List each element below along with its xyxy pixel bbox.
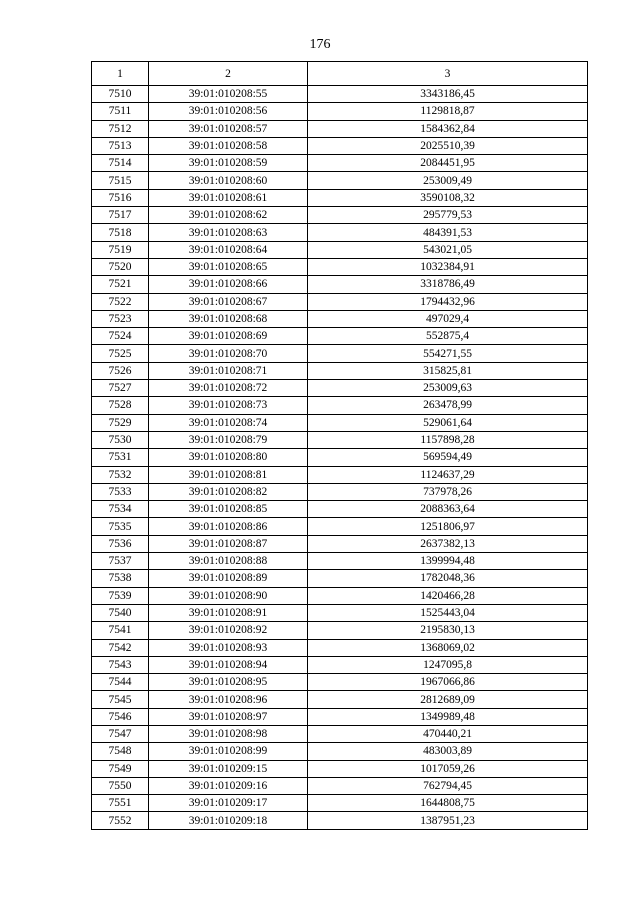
- cadastral-number-cell: 39:01:010208:80: [149, 449, 308, 466]
- row-number-cell: 7520: [92, 258, 149, 275]
- row-number-cell: 7551: [92, 795, 149, 812]
- row-number-cell: 7533: [92, 483, 149, 500]
- table-row: [92, 224, 588, 241]
- value-cell: 1129818,87: [308, 103, 588, 120]
- table-row: [92, 155, 588, 172]
- row-number-cell: 7527: [92, 380, 149, 397]
- row-number-cell: 7519: [92, 241, 149, 258]
- cadastral-number-cell: 39:01:010209:18: [149, 812, 308, 829]
- row-number-cell: 7535: [92, 518, 149, 535]
- table-header-row: [92, 62, 588, 86]
- table-row: [92, 362, 588, 379]
- row-number-cell: 7537: [92, 553, 149, 570]
- row-number-cell: 7529: [92, 414, 149, 431]
- table-row: [92, 483, 588, 500]
- value-cell: 3318786,49: [308, 276, 588, 293]
- table-row: [92, 743, 588, 760]
- table-row: [92, 674, 588, 691]
- row-number-cell: 7514: [92, 155, 149, 172]
- table-row: [92, 137, 588, 154]
- table-row: [92, 345, 588, 362]
- row-number-cell: 7516: [92, 189, 149, 206]
- cadastral-number-cell: 39:01:010208:87: [149, 535, 308, 552]
- cadastral-number-cell: 39:01:010208:99: [149, 743, 308, 760]
- cadastral-number-cell: 39:01:010208:59: [149, 155, 308, 172]
- row-number-cell: 7549: [92, 760, 149, 777]
- row-number-cell: 7538: [92, 570, 149, 587]
- cadastral-number-cell: 39:01:010208:68: [149, 310, 308, 327]
- value-cell: 552875,4: [308, 328, 588, 345]
- cadastral-number-cell: 39:01:010208:64: [149, 241, 308, 258]
- row-number-cell: 7543: [92, 656, 149, 673]
- table-row: [92, 449, 588, 466]
- value-cell: 1644808,75: [308, 795, 588, 812]
- cadastral-number-cell: 39:01:010208:55: [149, 86, 308, 103]
- table-row: [92, 501, 588, 518]
- cadastral-number-cell: 39:01:010208:88: [149, 553, 308, 570]
- row-number-cell: 7542: [92, 639, 149, 656]
- cadastral-number-cell: 39:01:010208:81: [149, 466, 308, 483]
- row-number-cell: 7532: [92, 466, 149, 483]
- value-cell: 315825,81: [308, 362, 588, 379]
- row-number-cell: 7531: [92, 449, 149, 466]
- value-cell: 1368069,02: [308, 639, 588, 656]
- cadastral-number-cell: 39:01:010208:82: [149, 483, 308, 500]
- row-number-cell: 7511: [92, 103, 149, 120]
- cadastral-number-cell: 39:01:010208:65: [149, 258, 308, 275]
- value-cell: 762794,45: [308, 777, 588, 794]
- table-row: [92, 86, 588, 103]
- value-cell: 554271,55: [308, 345, 588, 362]
- cadastral-number-cell: 39:01:010208:61: [149, 189, 308, 206]
- cadastral-number-cell: 39:01:010208:94: [149, 656, 308, 673]
- value-cell: 2195830,13: [308, 622, 588, 639]
- row-number-cell: 7525: [92, 345, 149, 362]
- value-cell: 1420466,28: [308, 587, 588, 604]
- value-cell: 253009,49: [308, 172, 588, 189]
- table-row: [92, 328, 588, 345]
- row-number-cell: 7526: [92, 362, 149, 379]
- row-number-cell: 7541: [92, 622, 149, 639]
- cadastral-number-cell: 39:01:010208:69: [149, 328, 308, 345]
- value-cell: 263478,99: [308, 397, 588, 414]
- row-number-cell: 7546: [92, 708, 149, 725]
- table-row: [92, 241, 588, 258]
- row-number-cell: 7518: [92, 224, 149, 241]
- column-header: 3: [308, 62, 588, 86]
- row-number-cell: 7539: [92, 587, 149, 604]
- cadastral-number-cell: 39:01:010208:92: [149, 622, 308, 639]
- cadastral-number-cell: 39:01:010208:74: [149, 414, 308, 431]
- value-cell: 1017059,26: [308, 760, 588, 777]
- cadastral-number-cell: 39:01:010208:93: [149, 639, 308, 656]
- table-row: [92, 604, 588, 621]
- value-cell: 497029,4: [308, 310, 588, 327]
- cadastral-number-cell: 39:01:010208:89: [149, 570, 308, 587]
- cadastral-number-cell: 39:01:010208:63: [149, 224, 308, 241]
- table-row: [92, 293, 588, 310]
- value-cell: 1967066,86: [308, 674, 588, 691]
- value-cell: 1387951,23: [308, 812, 588, 829]
- cadastral-number-cell: 39:01:010208:98: [149, 725, 308, 742]
- table-row: [92, 103, 588, 120]
- value-cell: 2812689,09: [308, 691, 588, 708]
- table-row: [92, 120, 588, 137]
- table-row: [92, 639, 588, 656]
- table-row: [92, 708, 588, 725]
- value-cell: 543021,05: [308, 241, 588, 258]
- value-cell: 470440,21: [308, 725, 588, 742]
- value-cell: 2088363,64: [308, 501, 588, 518]
- cadastral-number-cell: 39:01:010208:62: [149, 207, 308, 224]
- cadastral-number-cell: 39:01:010208:57: [149, 120, 308, 137]
- table-row: [92, 414, 588, 431]
- row-number-cell: 7544: [92, 674, 149, 691]
- row-number-cell: 7552: [92, 812, 149, 829]
- value-cell: 1032384,91: [308, 258, 588, 275]
- row-number-cell: 7545: [92, 691, 149, 708]
- table-row: [92, 570, 588, 587]
- value-cell: 2084451,95: [308, 155, 588, 172]
- value-cell: 529061,64: [308, 414, 588, 431]
- column-header: 2: [149, 62, 308, 86]
- table-row: [92, 656, 588, 673]
- value-cell: 2025510,39: [308, 137, 588, 154]
- row-number-cell: 7534: [92, 501, 149, 518]
- cadastral-number-cell: 39:01:010209:16: [149, 777, 308, 794]
- value-cell: 1794432,96: [308, 293, 588, 310]
- row-number-cell: 7521: [92, 276, 149, 293]
- cadastral-number-cell: 39:01:010208:73: [149, 397, 308, 414]
- cadastral-number-cell: 39:01:010208:70: [149, 345, 308, 362]
- cadastral-number-cell: 39:01:010209:15: [149, 760, 308, 777]
- cadastral-number-cell: 39:01:010209:17: [149, 795, 308, 812]
- table-row: [92, 172, 588, 189]
- cadastral-number-cell: 39:01:010208:95: [149, 674, 308, 691]
- table-row: [92, 587, 588, 604]
- row-number-cell: 7536: [92, 535, 149, 552]
- table-row: [92, 777, 588, 794]
- value-cell: 1247095,8: [308, 656, 588, 673]
- cadastral-number-cell: 39:01:010208:97: [149, 708, 308, 725]
- table-row: [92, 795, 588, 812]
- table-row: [92, 397, 588, 414]
- value-cell: 1584362,84: [308, 120, 588, 137]
- cadastral-number-cell: 39:01:010208:58: [149, 137, 308, 154]
- row-number-cell: 7547: [92, 725, 149, 742]
- value-cell: 569594,49: [308, 449, 588, 466]
- row-number-cell: 7513: [92, 137, 149, 154]
- value-cell: 1349989,48: [308, 708, 588, 725]
- table-body: [92, 86, 588, 830]
- cadastral-number-cell: 39:01:010208:66: [149, 276, 308, 293]
- table-row: [92, 466, 588, 483]
- value-cell: 1157898,28: [308, 431, 588, 448]
- row-number-cell: 7512: [92, 120, 149, 137]
- cadastral-number-cell: 39:01:010208:67: [149, 293, 308, 310]
- row-number-cell: 7517: [92, 207, 149, 224]
- table-row: [92, 207, 588, 224]
- cadastral-number-cell: 39:01:010208:96: [149, 691, 308, 708]
- cadastral-number-cell: 39:01:010208:56: [149, 103, 308, 120]
- cadastral-number-cell: 39:01:010208:60: [149, 172, 308, 189]
- cadastral-number-cell: 39:01:010208:85: [149, 501, 308, 518]
- table-row: [92, 380, 588, 397]
- value-cell: 3343186,45: [308, 86, 588, 103]
- table-row: [92, 691, 588, 708]
- value-cell: 1251806,97: [308, 518, 588, 535]
- cadastral-number-cell: 39:01:010208:79: [149, 431, 308, 448]
- value-cell: 253009,63: [308, 380, 588, 397]
- row-number-cell: 7523: [92, 310, 149, 327]
- cadastral-number-cell: 39:01:010208:86: [149, 518, 308, 535]
- table-row: [92, 812, 588, 829]
- table-row: [92, 189, 588, 206]
- row-number-cell: 7550: [92, 777, 149, 794]
- row-number-cell: 7510: [92, 86, 149, 103]
- table-row: [92, 431, 588, 448]
- row-number-cell: 7530: [92, 431, 149, 448]
- cadastral-number-cell: 39:01:010208:71: [149, 362, 308, 379]
- value-cell: 1124637,29: [308, 466, 588, 483]
- cadastral-number-cell: 39:01:010208:91: [149, 604, 308, 621]
- table-row: [92, 535, 588, 552]
- table-row: [92, 760, 588, 777]
- value-cell: 737978,26: [308, 483, 588, 500]
- row-number-cell: 7548: [92, 743, 149, 760]
- table-row: [92, 518, 588, 535]
- value-cell: 295779,53: [308, 207, 588, 224]
- row-number-cell: 7540: [92, 604, 149, 621]
- row-number-cell: 7528: [92, 397, 149, 414]
- cadastral-number-cell: 39:01:010208:90: [149, 587, 308, 604]
- value-cell: 484391,53: [308, 224, 588, 241]
- page-number: 176: [309, 37, 331, 52]
- table-row: [92, 258, 588, 275]
- value-cell: 1399994,48: [308, 553, 588, 570]
- table-row: [92, 622, 588, 639]
- table-row: [92, 310, 588, 327]
- table-row: [92, 725, 588, 742]
- row-number-cell: 7515: [92, 172, 149, 189]
- data-table: [91, 61, 588, 830]
- table-row: [92, 553, 588, 570]
- value-cell: 1525443,04: [308, 604, 588, 621]
- value-cell: 3590108,32: [308, 189, 588, 206]
- row-number-cell: 7524: [92, 328, 149, 345]
- column-header: 1: [92, 62, 149, 86]
- value-cell: 2637382,13: [308, 535, 588, 552]
- value-cell: 483003,89: [308, 743, 588, 760]
- table-row: [92, 276, 588, 293]
- value-cell: 1782048,36: [308, 570, 588, 587]
- cadastral-number-cell: 39:01:010208:72: [149, 380, 308, 397]
- row-number-cell: 7522: [92, 293, 149, 310]
